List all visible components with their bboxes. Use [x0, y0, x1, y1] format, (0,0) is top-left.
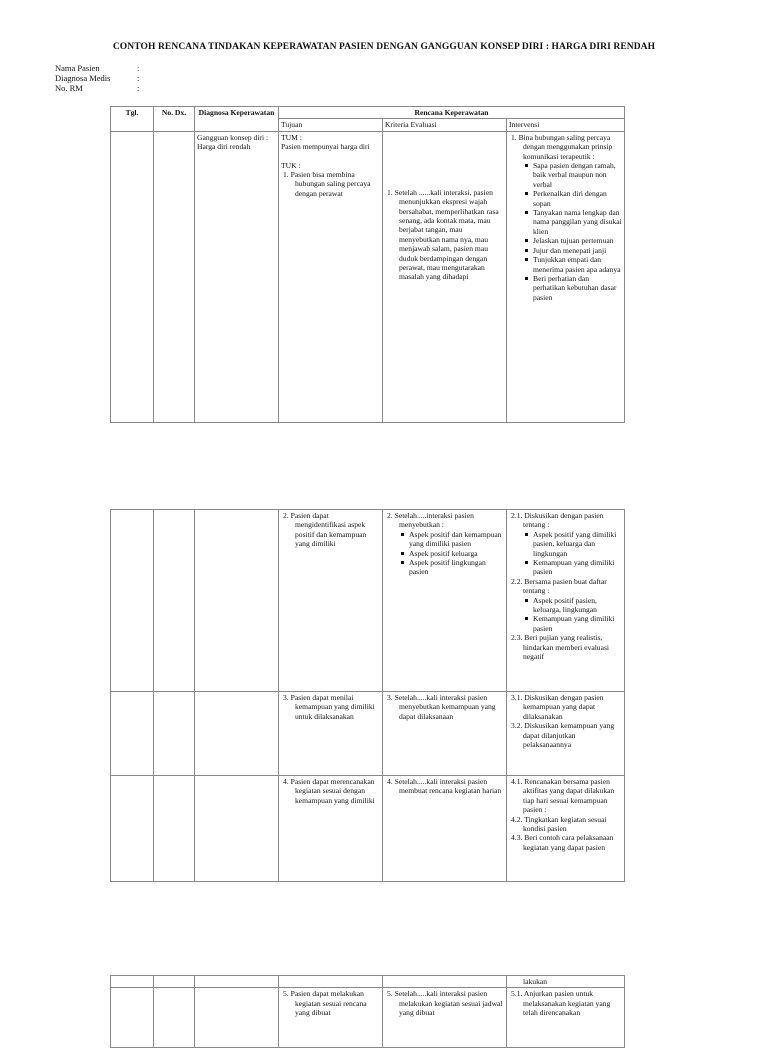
- cell-kriteria-4: 4. Setelah.....kali interaksi pasien membuat rencana kegiatan harian: [383, 776, 507, 882]
- table-row: [111, 131, 625, 422]
- list-item: Aspek positif dan kemampuan yang dimiliki pasien: [409, 530, 504, 549]
- care-plan-table-1: [110, 106, 625, 423]
- header-tgl: Tgl.: [111, 107, 154, 132]
- table-row: [111, 988, 625, 1048]
- cell-tujuan-2: 2. Pasien dapat mengidentifikasi aspek positif dan kemampuan yang dimiliki: [279, 510, 383, 692]
- cell-tujuan-4: 4. Pasien dapat merencanakan kegiatan sesuai dengan kemampuan yang dimiliki: [279, 776, 383, 882]
- tuk-1: 1. Pasien bisa membina hubungan saling percaya dengan perawat: [283, 170, 371, 198]
- list-item: Kemampuan yang dimiliki pasien: [533, 558, 622, 577]
- list-item: Kemampuan yang dimiliki pasien: [533, 614, 622, 633]
- meta-no-rm: No. RM :: [55, 83, 140, 93]
- cell-intervensi-4: 4.1. Rencanakan bersama pasien aktifitas yang dapat dilakukan tiap hari sesuai kemampuan pasien : 4.2. Tingkatkan kegiatan sesuai kondisi pasien 4.3. Beri contoh cara pelaksanaan kegiatan yang dapat pasien: [507, 776, 625, 882]
- care-plan-table-2: [110, 509, 625, 882]
- intervensi-1-title: 1. Bina hubungan saling percaya dengan menggunakan prinsip komunikasi terapeutik :: [511, 132, 613, 161]
- tum-text: Pasien mempunyai harga diri: [281, 142, 370, 152]
- cell-intervensi-3: 3.1. Diskusikan dengan pasien kemampuan yang dapat dilaksanakan 3.2. Diskusikan kemampuan yang dapat dilanjutkan pelaksanaannya: [507, 692, 625, 776]
- list-item: Jelaskan tujuan pertemuan: [533, 236, 622, 245]
- page-title: CONTOH RENCANA TINDAKAN KEPERAWATAN PASIEN DENGAN GANGGUAN KONSEP DIRI : HARGA DIRI RENDAH: [112, 42, 656, 52]
- list-item: Perkenalkan diri dengan sopan: [533, 189, 622, 208]
- tum-label: TUM :: [281, 132, 302, 142]
- cell-intervensi: [507, 131, 625, 422]
- header-nodx: No. Dx.: [154, 107, 195, 132]
- list-item: Beri perhatian dan perhatikan kebutuhan dasar pasien: [533, 274, 622, 302]
- list-item: Aspek positif keluarga: [409, 549, 504, 558]
- cell-kriteria-5: 5. Setelah.....kali interaksi pasien melakukan kegiatan sesuai jadwal yang dibuat: [383, 988, 507, 1048]
- kriteria-1: 1. Setelah ......kali interaksi, pasien menunjukkan ekspresi wajah bersahabat, memperlihatkan rasa senang, ada kontak mata, mau berjabat tangan, mau menyebutkan nama nya, mau menjawab salam, pasien mau duduk berdampingan dengan perawat, mau mengutarakan masalah yang dihadapi: [387, 187, 499, 282]
- cell-intervensi-2: 2.1. Diskusikan dengan pasien tentang : Aspek positif yang dimiliki pasien, keluarga dan lingkungan Kemampuan yang dimiliki pasien 2.2. Bersama pasien buat daftar tentang : Aspek positif pasien, keluarga, lingkungan Kemampuan yang dimiliki pasien 2.3. Beri pujian yang realistis, hindarkan memberi evaluasi negatif: [507, 510, 625, 692]
- list-item: Tanyakan nama lengkap dan nama panggilan yang disukai klien: [533, 208, 622, 236]
- meta-diagnosa-medis: Diagnosa Medis :: [55, 73, 140, 83]
- cell-continued: lakukan: [507, 976, 625, 988]
- meta-nama-pasien: Nama Pasien :: [55, 63, 140, 73]
- table-row: [111, 776, 625, 882]
- header-intervensi: Intervensi: [507, 119, 625, 131]
- cell-nodx: [154, 131, 195, 422]
- list-item: Tunjukkan empati dan menerima pasien apa adanya: [533, 255, 621, 274]
- tuk-label: TUK :: [281, 160, 301, 170]
- header-diagnosa: Diagnosa Keperawatan: [195, 107, 279, 132]
- cell-kriteria: [383, 131, 507, 422]
- header-tujuan: Tujuan: [279, 119, 383, 131]
- header-rencana: Rencana Keperawatan: [279, 107, 625, 119]
- table-row: [111, 976, 625, 988]
- cell-tujuan-5: 5. Pasien dapat melakukan kegiatan sesuai rencana yang dibuat: [279, 988, 383, 1048]
- list-item: Jujur dan menepati janji: [533, 246, 622, 255]
- cell-diagnosa: Gangguan konsep diri : Harga diri rendah: [195, 131, 279, 422]
- list-item: Aspek positif yang dimiliki pasien, keluarga dan lingkungan: [533, 530, 622, 558]
- cell-intervensi-5: 5.1. Anjurkan pasien untuk melaksanakan kegiatan yang telah direncanakan: [507, 988, 625, 1048]
- cell-kriteria-2: 2. Setelah.....interaksi pasien menyebutkan : Aspek positif dan kemampuan yang dimiliki pasien Aspek positif keluarga Aspek positif lingkungan pasien: [383, 510, 507, 692]
- list-item: Aspek positif pasien, keluarga, lingkungan: [533, 596, 622, 615]
- cell-tujuan-3: 3. Pasien dapat menilai kemampuan yang dimiliki untuk dilaksanakan: [279, 692, 383, 776]
- cell-tgl: [111, 131, 154, 422]
- care-plan-table-3: [110, 975, 625, 1048]
- list-item: Sapa pasien dengan ramah, baik verbal maupun non verbal: [533, 161, 622, 189]
- cell-kriteria-3: 3. Setelah.....kali interaksi pasien menyebutkan kemampuan yang dapat dilaksanaan: [383, 692, 507, 776]
- list-item: Aspek positif lingkungan pasien: [409, 558, 504, 577]
- cell-tujuan: [279, 131, 383, 422]
- table-row: [111, 692, 625, 776]
- header-kriteria: Kriteria Evaluasi: [383, 119, 507, 131]
- table-row: [111, 510, 625, 692]
- intervensi-1-list: [509, 161, 622, 302]
